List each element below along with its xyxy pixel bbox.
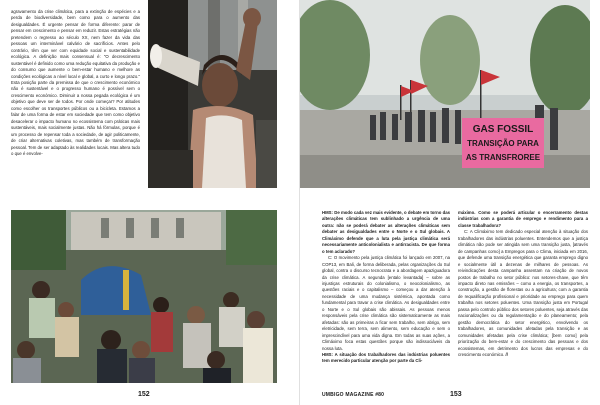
banner-line-1: GAS FOSSIL [472, 124, 534, 135]
megaphone-activist-photo [148, 0, 277, 188]
march-banner-photo [300, 0, 590, 188]
right-text-column-2 [458, 210, 588, 386]
crowd-sitting-photo [11, 210, 277, 383]
right-page [300, 0, 600, 405]
article-end-mark: // [505, 351, 508, 357]
magazine-footer: UMBIGO MAGAZINE #80 [322, 392, 385, 398]
interview-answer-1: C: O movimento pela justiça climática foi lançado em 2007, na COP13, em Bali, de forma deliberada, pelas organizações do Sul global, contra o discurso tecnocrata e a abordagem apaziguadora da crise climática. A segunda [entalo levantada] – sobre as injustiças estruturais do colonialismo, o neocolonialismo, as questões raciais e o capitalismo – começou a dar atenção à necessidade de uma mudança sistémica, apontada como fundamental para travar a crise climática. As desigualdades entre o Norte e o Sul globais são abissais. As pessoas menos responsáveis pela crise climática são sistematicamente as mais afetadas: são as primeiras a ficar sem trabalho, sem abrigo, sem eletricidade, sem terra, sem alimento, sem educação e sem o imprescindível para uma vida digna. Em todas as suas ações, a Climáximo foca estas questões porque são indissociáveis da nossa luta. [322, 255, 450, 351]
interview-question-1: HMS: De modo cada vez mais evidente, o debate em torno das alterações climáticas tem sublinhado a urgência de uma outra: não se poderá debater as alterações climáticas sem debater as desigualdades entre o Norte e o Sul globais. A Climáximo defende que a luta pela justiça climática será necessariamente anticolonialista e antirracista. De que forma o tem aclarado? [322, 210, 450, 254]
page-number-left: 152 [138, 391, 150, 398]
interview-answer-2: C: A Climáximo tem dedicado especial atenção à situação dos trabalhadores das indústrias poluentes. Entendemos que a justiça climática não pode ser atingida sem uma transição justa, [através de campanhas como] a Empregos para o Clima, iniciada em 2016, que defende uma transição energética que garanta emprego digno e socialmente útil a dezenas de milhares de pessoas. As reivindicações desta campanha assentam na criação de novos postos de trabalho no setor público: nos setores-chave, que têm impacto direto nas emissões – como a energia, os transportes, a construção, a gestão de florestas ou a agricultura; com a garantia de requalificação profissional e prioridade ao emprego para quem trabalha nos setores poluentes. Uma transição justa em Portugal passa pelo controlo público dos setores poluentes, seja através das nacionalizações ou da regulamentação e do planeamento; pela gestão democrática do setor energético, envolvendo os trabalhadores, as comunidades afetadas pela transição e as comunidades afetadas pela crise climática; [bem como] pela priorização do bem-estar e do crescimento das pessoas e dos ecossistemas, em detrimento dos lucros das empresas e do crescimento económico. [458, 229, 588, 357]
interview-question-2: HMS: A situação dos trabalhadores das indústrias poluentes tem merecido particular atenção por parte da Cli- [322, 351, 450, 364]
page-number-right: 153 [450, 391, 462, 398]
right-text-column-1 [322, 210, 450, 386]
banner-line-3: AS TRANSFROREE [465, 153, 541, 162]
banner-line-2: TRANSIÇÃO PARA [467, 139, 539, 148]
interview-question-2-continued: máximo. Como se poderá articular o encerramento destas indústrias com a garantia de emprego e rendimento para a classe trabalhadora? [458, 210, 588, 228]
left-text-column [11, 9, 140, 191]
left-column-paragraph: agravamento da crise climática, para a extinção de espécies e a perda de biodiversidade, bem como para o aumento das desigualdades. É urgente pensar de forma diferente: parar de pensar em crescimento e pensar em reduzir. Estas estratégias não pretendem o regresso ao século XX, nem fazer da vida das pessoas um interminável calvário de sacrifícios. Antes pelo contrário, têm que ver com equidade social e sustentabilidade ecológica. A definição mais consensual é: "O decrescimento sustentável é definido como uma redução equitativa da produção e do consumo que aumente o bem-estar humano e melhore as condições ecológicas a nível local e global, a curto e longo prazo." Esta posição parte da premissa de que o crescimento económico não é sustentável e o progresso humano é possível sem o crescimento económico. Diminuir a nossa pegada ecológica é um objetivo que deve ser de todos. Por onde começar? Por atitudes como escolher os transportes públicos ou a bicicleta. Estamos a falar de uma forma de estar em sociedade que tem como objetivo desacelerar o impacto humano no ecossistema com práticas mais sustentáveis, mais socialmente justas. Não há fórmulas, porque é um processo de repensar toda a sociedade, de agir politicamente, de criar alternativas coletivas, mas também de transformação pessoal. Tem de ser adaptado às realidades locais. Mas altera tudo o que é envolve- [11, 9, 140, 156]
